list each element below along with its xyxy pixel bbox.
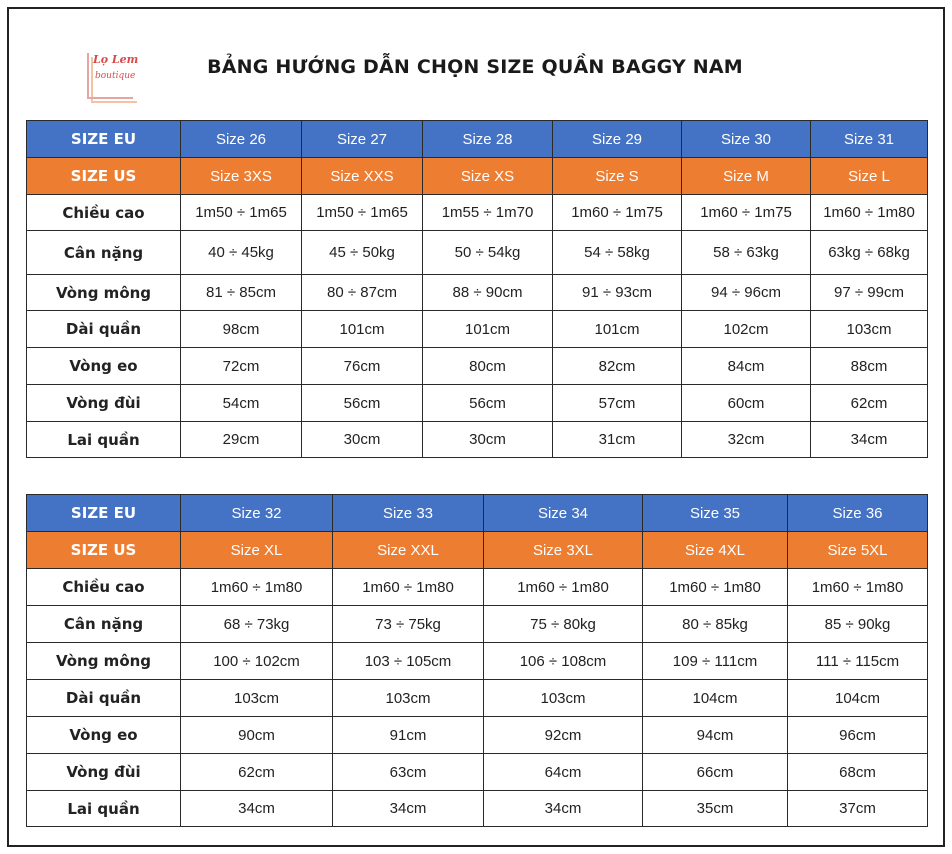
row-label-vong-eo: Vòng eo	[27, 348, 181, 385]
page-title: BẢNG HƯỚNG DẪN CHỌN SIZE QUẦN BAGGY NAM	[207, 56, 743, 78]
table-cell: Size 29	[553, 121, 682, 158]
table-cell: 109 ÷ 111cm	[643, 643, 788, 680]
row-label-can-nang: Cân nặng	[27, 606, 181, 643]
table-cell: 111 ÷ 115cm	[788, 643, 928, 680]
row-label-dai-quan: Dài quần	[27, 680, 181, 717]
table-cell: 34cm	[333, 791, 484, 827]
table-cell: 62cm	[811, 385, 928, 422]
table-cell: Size 34	[484, 495, 643, 532]
table-cell: 102cm	[682, 311, 811, 348]
table-cell: 30cm	[423, 422, 553, 458]
table-cell: 29cm	[181, 422, 302, 458]
table-row-can-nang	[27, 231, 928, 275]
table-cell: Size 36	[788, 495, 928, 532]
table-cell: 37cm	[788, 791, 928, 827]
table-row-chieu-cao	[27, 569, 928, 606]
table-cell: 103cm	[333, 680, 484, 717]
table-cell: 1m60 ÷ 1m80	[333, 569, 484, 606]
table-cell: Size 30	[682, 121, 811, 158]
table-cell: 104cm	[788, 680, 928, 717]
row-label-vong-dui: Vòng đùi	[27, 385, 181, 422]
table-cell: 30cm	[302, 422, 423, 458]
table-row-lai-quan	[27, 422, 928, 458]
table-row-size-us	[27, 158, 928, 195]
size-table-2	[26, 494, 928, 827]
row-label-size-eu: SIZE EU	[27, 495, 181, 532]
table-cell: 35cm	[643, 791, 788, 827]
table-cell: Size L	[811, 158, 928, 195]
table-cell: Size 35	[643, 495, 788, 532]
row-label-chieu-cao: Chiều cao	[27, 195, 181, 231]
table-cell: 1m50 ÷ 1m65	[302, 195, 423, 231]
table-cell: 63cm	[333, 754, 484, 791]
table-cell: 100 ÷ 102cm	[181, 643, 333, 680]
table-cell: 56cm	[302, 385, 423, 422]
table-cell: 1m60 ÷ 1m80	[788, 569, 928, 606]
table-cell: 57cm	[553, 385, 682, 422]
table-cell: 63kg ÷ 68kg	[811, 231, 928, 275]
row-label-lai-quan: Lai quần	[27, 791, 181, 827]
table-cell: 103cm	[811, 311, 928, 348]
table-cell: Size 3XL	[484, 532, 643, 569]
table-cell: 34cm	[484, 791, 643, 827]
row-label-size-us: SIZE US	[27, 158, 181, 195]
table-cell: 68 ÷ 73kg	[181, 606, 333, 643]
table-cell: 1m55 ÷ 1m70	[423, 195, 553, 231]
table-cell: 76cm	[302, 348, 423, 385]
table-cell: 94 ÷ 96cm	[682, 275, 811, 311]
table-cell: 90cm	[181, 717, 333, 754]
table-cell: 81 ÷ 85cm	[181, 275, 302, 311]
table-cell: 34cm	[811, 422, 928, 458]
row-label-dai-quan: Dài quần	[27, 311, 181, 348]
table-cell: 103cm	[181, 680, 333, 717]
table-cell: 94cm	[643, 717, 788, 754]
table-cell: 80 ÷ 85kg	[643, 606, 788, 643]
table-cell: 103cm	[484, 680, 643, 717]
boutique-logo	[81, 49, 145, 105]
table-cell: 96cm	[788, 717, 928, 754]
table-cell: 98cm	[181, 311, 302, 348]
table-cell: 92cm	[484, 717, 643, 754]
table-cell: Size 5XL	[788, 532, 928, 569]
table-cell: 1m60 ÷ 1m80	[484, 569, 643, 606]
row-label-vong-mong: Vòng mông	[27, 643, 181, 680]
table-cell: Size XS	[423, 158, 553, 195]
table-cell: 66cm	[643, 754, 788, 791]
table-row-vong-eo	[27, 348, 928, 385]
table-cell: Size 28	[423, 121, 553, 158]
table-cell: 1m60 ÷ 1m80	[181, 569, 333, 606]
table-cell: 54cm	[181, 385, 302, 422]
table-cell: 31cm	[553, 422, 682, 458]
row-label-chieu-cao: Chiều cao	[27, 569, 181, 606]
table-cell: 101cm	[423, 311, 553, 348]
table-cell: 64cm	[484, 754, 643, 791]
table-row-vong-dui	[27, 754, 928, 791]
table-cell: 73 ÷ 75kg	[333, 606, 484, 643]
table-row-vong-dui	[27, 385, 928, 422]
table-row-vong-eo	[27, 717, 928, 754]
row-label-size-eu: SIZE EU	[27, 121, 181, 158]
table-cell: Size M	[682, 158, 811, 195]
table-cell: 104cm	[643, 680, 788, 717]
table-cell: 97 ÷ 99cm	[811, 275, 928, 311]
table-cell: Size 31	[811, 121, 928, 158]
table-row-vong-mong	[27, 643, 928, 680]
row-label-vong-eo: Vòng eo	[27, 717, 181, 754]
table-cell: 101cm	[302, 311, 423, 348]
table-cell: 40 ÷ 45kg	[181, 231, 302, 275]
row-label-vong-dui: Vòng đùi	[27, 754, 181, 791]
table-row-can-nang	[27, 606, 928, 643]
table-cell: Size S	[553, 158, 682, 195]
table-row-size-eu	[27, 495, 928, 532]
row-label-size-us: SIZE US	[27, 532, 181, 569]
row-label-lai-quan: Lai quần	[27, 422, 181, 458]
table-cell: 88cm	[811, 348, 928, 385]
table-cell: 1m60 ÷ 1m80	[811, 195, 928, 231]
table-cell: 103 ÷ 105cm	[333, 643, 484, 680]
table-cell: 91 ÷ 93cm	[553, 275, 682, 311]
table-cell: 68cm	[788, 754, 928, 791]
logo-name: Lọ Lem	[93, 53, 139, 66]
table-cell: Size 26	[181, 121, 302, 158]
table-cell: 56cm	[423, 385, 553, 422]
table-cell: 75 ÷ 80kg	[484, 606, 643, 643]
table-cell: 106 ÷ 108cm	[484, 643, 643, 680]
size-table-1	[26, 120, 928, 458]
table-cell: 1m60 ÷ 1m80	[643, 569, 788, 606]
table-cell: 1m50 ÷ 1m65	[181, 195, 302, 231]
table-cell: 85 ÷ 90kg	[788, 606, 928, 643]
table-cell: Size 33	[333, 495, 484, 532]
table-cell: Size 3XS	[181, 158, 302, 195]
row-label-vong-mong: Vòng mông	[27, 275, 181, 311]
table-row-size-eu	[27, 121, 928, 158]
table-cell: Size 32	[181, 495, 333, 532]
table-cell: 80cm	[423, 348, 553, 385]
table-cell: 80 ÷ 87cm	[302, 275, 423, 311]
table-cell: Size XXS	[302, 158, 423, 195]
table-cell: 91cm	[333, 717, 484, 754]
table-row-chieu-cao	[27, 195, 928, 231]
table-cell: 1m60 ÷ 1m75	[553, 195, 682, 231]
table-row-lai-quan	[27, 791, 928, 827]
table-cell: 1m60 ÷ 1m75	[682, 195, 811, 231]
logo-subtitle: boutique	[95, 71, 136, 81]
table-cell: 54 ÷ 58kg	[553, 231, 682, 275]
table-cell: 34cm	[181, 791, 333, 827]
table-cell: 84cm	[682, 348, 811, 385]
table-cell: Size XXL	[333, 532, 484, 569]
table-row-dai-quan	[27, 680, 928, 717]
table-cell: 32cm	[682, 422, 811, 458]
table-cell: 62cm	[181, 754, 333, 791]
table-row-vong-mong	[27, 275, 928, 311]
table-row-dai-quan	[27, 311, 928, 348]
table-cell: 101cm	[553, 311, 682, 348]
table-cell: 72cm	[181, 348, 302, 385]
table-cell: 60cm	[682, 385, 811, 422]
table-cell: 50 ÷ 54kg	[423, 231, 553, 275]
table-cell: 82cm	[553, 348, 682, 385]
table-row-size-us	[27, 532, 928, 569]
table-cell: Size XL	[181, 532, 333, 569]
table-cell: Size 4XL	[643, 532, 788, 569]
table-cell: 58 ÷ 63kg	[682, 231, 811, 275]
table-cell: 45 ÷ 50kg	[302, 231, 423, 275]
table-cell: Size 27	[302, 121, 423, 158]
table-cell: 88 ÷ 90cm	[423, 275, 553, 311]
row-label-can-nang: Cân nặng	[27, 231, 181, 275]
